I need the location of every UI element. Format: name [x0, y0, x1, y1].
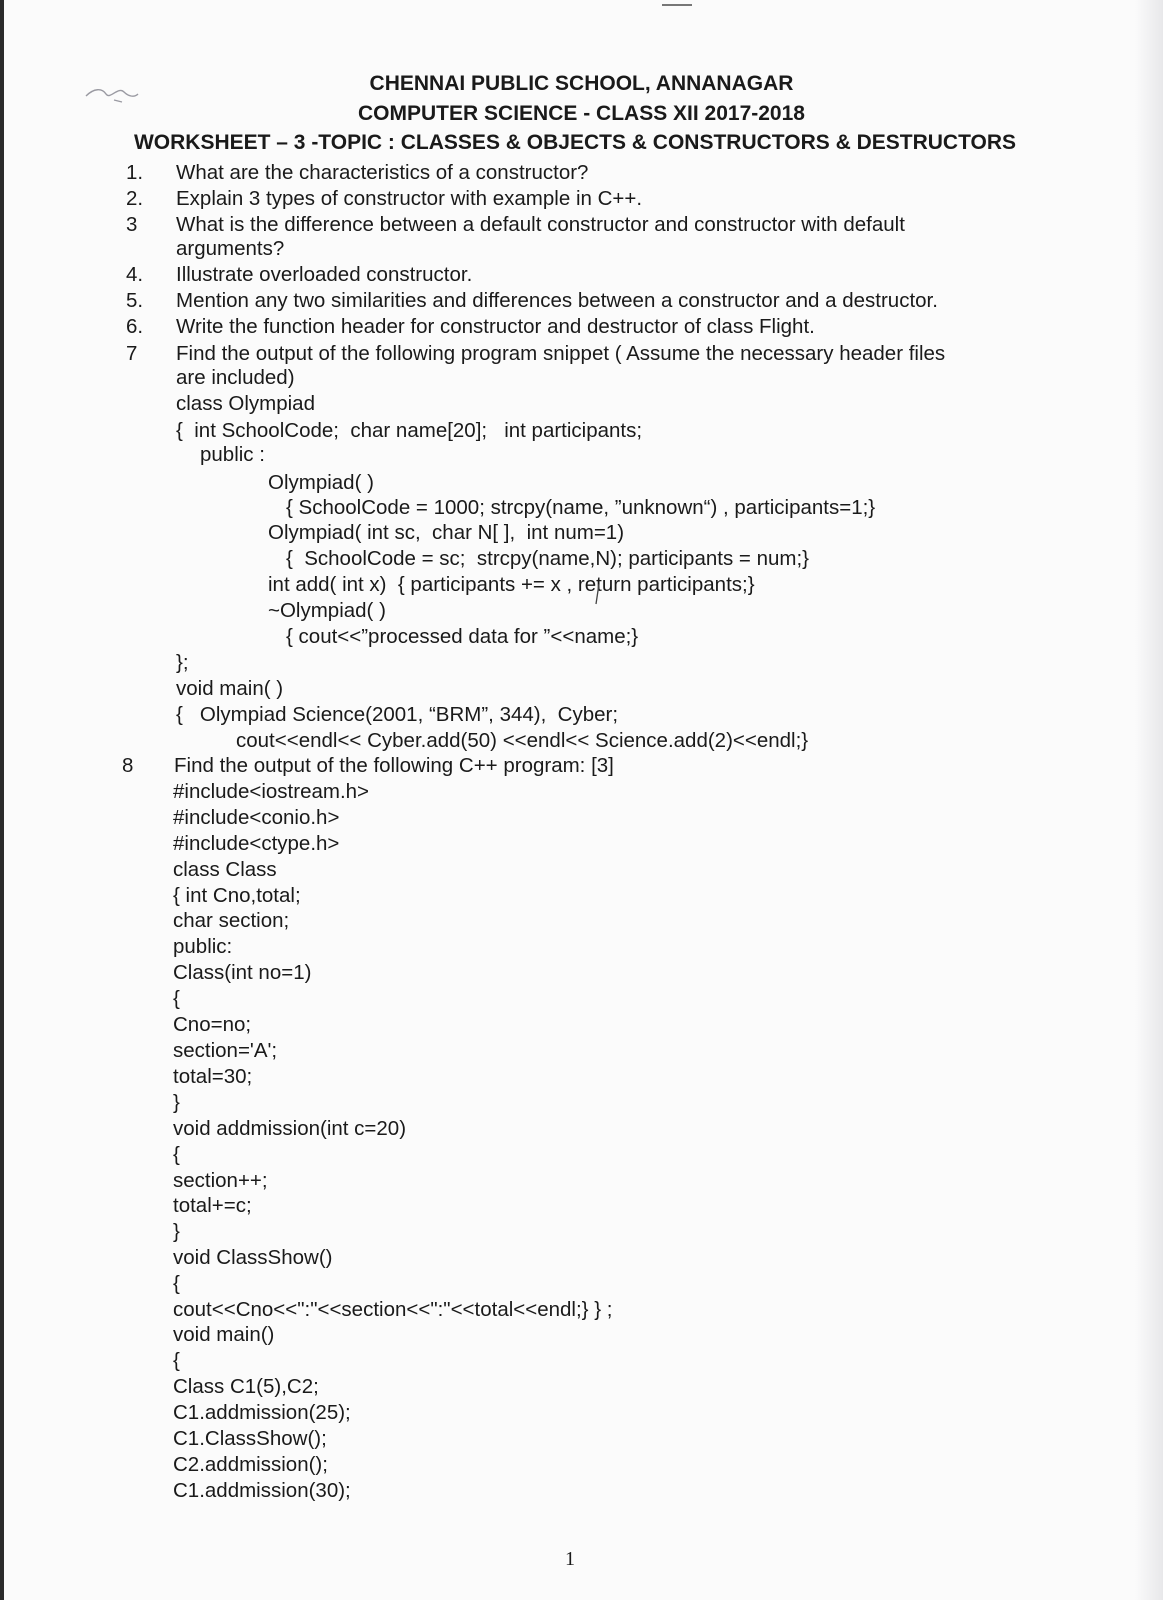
code-line: { cout<<”processed data for ”<<name;} [286, 625, 639, 648]
question-number: 8 [122, 754, 134, 777]
code-line: Class(int no=1) [173, 961, 312, 984]
scan-left-edge [0, 0, 4, 1600]
code-line: void main() [173, 1323, 275, 1346]
scan-top-mark [662, 4, 692, 6]
subject-title: COMPUTER SCIENCE - CLASS XII 2017-2018 [358, 102, 805, 125]
code-line: { SchoolCode = sc; strcpy(name,N); participants = num;} [286, 547, 809, 570]
code-line: void addmission(int c=20) [173, 1117, 407, 1140]
question-text: arguments? [176, 237, 285, 260]
code-line: class Class [173, 858, 277, 881]
question-text: Find the output of the following C++ program: [3] [174, 754, 614, 777]
worksheet-title: WORKSHEET – 3 -TOPIC : CLASSES & OBJECTS & CONSTRUCTORS & DESTRUCTORS [133, 131, 1017, 154]
code-line: #include<ctype.h> [173, 832, 340, 855]
question-number: 6. [126, 315, 144, 338]
scan-right-shadow [1135, 0, 1163, 1600]
code-line: #include<iostream.h> [173, 780, 370, 803]
code-line: } [173, 1091, 180, 1114]
code-line: total+=c; [173, 1194, 252, 1217]
code-line: { int SchoolCode; char name[20]; int participants; [176, 419, 643, 442]
code-line: } [173, 1220, 180, 1243]
question-number: 5. [126, 289, 144, 312]
question-number: 7 [126, 342, 138, 365]
school-name: CHENNAI PUBLIC SCHOOL, ANNANAGAR [369, 72, 794, 95]
code-line: class Olympiad [176, 392, 315, 415]
code-line: section++; [173, 1169, 268, 1192]
code-line: C1.addmission(25); [173, 1401, 351, 1424]
question-number: 2. [126, 187, 144, 210]
code-line: void main( ) [176, 677, 284, 700]
code-line: { [173, 1143, 180, 1166]
code-line: { [173, 1349, 180, 1372]
question-text: Explain 3 types of constructor with example in C++. [176, 187, 643, 210]
code-line: void ClassShow() [173, 1246, 333, 1269]
code-line: section='A'; [173, 1039, 278, 1062]
page-number: 1 [565, 1548, 575, 1570]
question-text: Illustrate overloaded constructor. [176, 263, 473, 286]
code-line: Cno=no; [173, 1013, 252, 1036]
question-text: What is the difference between a default constructor and constructor with default [176, 213, 905, 236]
code-line: C1.addmission(30); [173, 1479, 351, 1502]
code-line: Olympiad( int sc, char N[ ], int num=1) [268, 521, 625, 544]
question-number: 4. [126, 263, 144, 286]
question-text: Write the function header for constructor and destructor of class Flight. [176, 315, 815, 338]
question-text: What are the characteristics of a constructor? [176, 161, 589, 184]
question-text: are included) [176, 366, 295, 389]
code-line: C2.addmission(); [173, 1453, 328, 1476]
question-number: 1. [126, 161, 144, 184]
code-line: public: [173, 935, 233, 958]
code-line: ~Olympiad( ) [268, 599, 386, 622]
code-line: Olympiad( ) [268, 471, 374, 494]
code-line: int add( int x) { participants += x , return participants;} [268, 573, 755, 596]
pen-tick-mark [592, 582, 604, 608]
code-line: { int Cno,total; [173, 884, 301, 907]
code-line: C1.ClassShow(); [173, 1427, 327, 1450]
code-line: public : [200, 443, 265, 466]
code-line: { [173, 987, 180, 1010]
code-line: }; [176, 651, 189, 674]
code-line: #include<conio.h> [173, 806, 340, 829]
code-line: { SchoolCode = 1000; strcpy(name, ”unknown“) , participants=1;} [286, 496, 876, 519]
code-line: cout<<Cno<<":"<<section<<":"<<total<<endl;} } ; [173, 1298, 613, 1321]
question-text: Find the output of the following program snippet ( Assume the necessary header files [176, 342, 946, 365]
code-line: { Olympiad Science(2001, “BRM”, 344), Cyber; [176, 703, 619, 726]
question-text: Mention any two similarities and differences between a constructor and a destructor. [176, 289, 938, 312]
code-line: total=30; [173, 1065, 253, 1088]
question-number: 3 [126, 213, 138, 236]
code-line: { [173, 1272, 180, 1295]
code-line: cout<<endl<< Cyber.add(50) <<endl<< Science.add(2)<<endl;} [236, 729, 809, 752]
code-line: char section; [173, 909, 290, 932]
code-line: Class C1(5),C2; [173, 1375, 319, 1398]
